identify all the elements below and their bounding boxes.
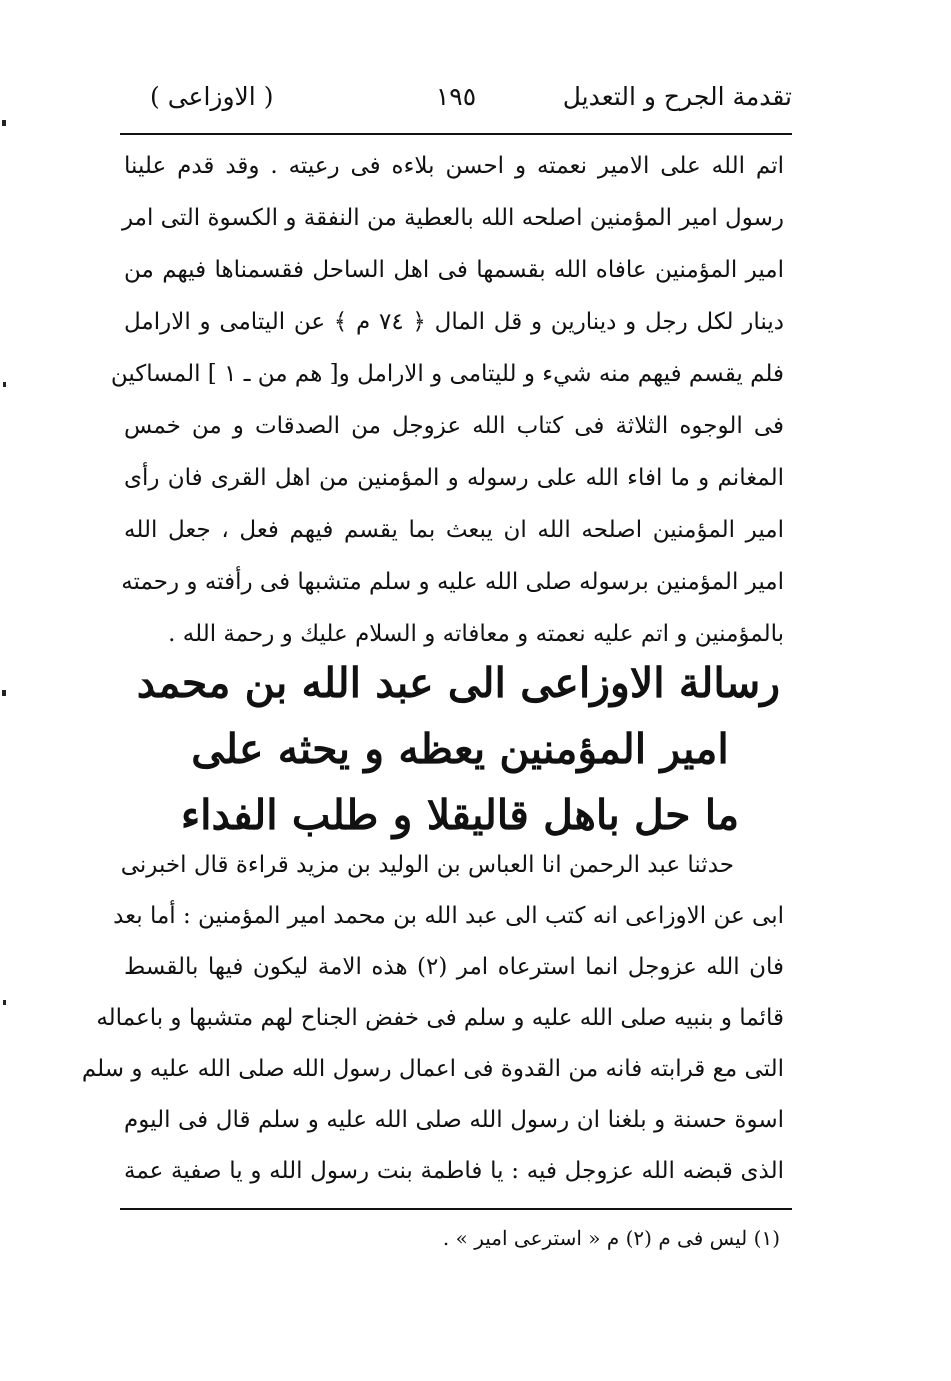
footnote-rule	[120, 1208, 792, 1210]
page-number: ١٩٥	[435, 82, 477, 111]
text-line: حدثنا عبد الرحمن انا العباس بن الوليد بن مزيد قراءة قال اخبرنى	[120, 852, 734, 878]
scan-mark	[3, 382, 6, 387]
text-line: فان الله عزوجل انما استرعاه امر (٢) هذه الامة ليكون فيها بالقسط	[124, 954, 784, 980]
running-author: ( الاوزاعى )	[150, 82, 274, 111]
running-title: تقدمة الجرح و التعديل	[562, 82, 792, 111]
text-line: امير المؤمنين اصلحه الله ان يبعث بما يقسم فيهم فعل ، جعل الله	[124, 517, 784, 543]
text-line: قائما و بنبيه صلى الله عليه و سلم فى خفض الجناح لهم متشبها و باعماله	[96, 1005, 784, 1031]
body-text-upper	[110, 140, 784, 660]
text-line: دينار لكل رجل و دينارين و قل المال ﴿ ٧٤ م ﴾ عن اليتامى و الارامل	[124, 309, 784, 335]
text-line: رسول امير المؤمنين اصلحه الله بالعطية من النفقة و الكسوة التى امر	[121, 205, 784, 231]
section-heading	[136, 650, 780, 848]
text-line: امير المؤمنين عافاه الله بقسمها فى اهل الساحل فقسمناها فيهم من	[124, 257, 784, 283]
scan-mark	[2, 120, 6, 126]
text-line: فلم يقسم فيهم منه شيء و لليتامى و الارامل و[ هم من ـ ١ ] المساكين	[110, 361, 784, 387]
text-line: امير المؤمنين برسوله صلى الله عليه و سلم متشبها فى رأفته و رحمته	[121, 569, 784, 595]
text-line: التى مع قرابته فانه من القدوة فى اعمال رسول الله صلى الله عليه و سلم	[81, 1056, 784, 1082]
text-line: فى الوجوه الثلاثة فى كتاب الله عزوجل من الصدقات و من خمس	[124, 413, 784, 439]
scan-mark	[2, 690, 6, 696]
heading-line: رسالة الاوزاعى الى عبد الله بن محمد	[136, 659, 780, 707]
text-line: ابى عن الاوزاعى انه كتب الى عبد الله بن محمد امير المؤمنين : أما بعد	[113, 903, 784, 929]
text-line: اتم الله على الامير نعمته و احسن بلاءه فى رعيته . وقد قدم علينا	[124, 153, 784, 179]
footnote: (١) ليس فى م (٢) م « استرعى امير » .	[442, 1226, 780, 1250]
header-rule	[120, 133, 792, 135]
heading-line: ما حل باهل قاليقلا و طلب الفداء	[180, 791, 740, 839]
scan-mark	[3, 1000, 6, 1005]
text-line: بالمؤمنين و اتم عليه نعمته و معافاته و السلام عليك و رحمة الله .	[168, 621, 784, 647]
heading-line: امير المؤمنين يعظه و يحثه على	[191, 725, 729, 773]
text-line: الذى قبضه الله عزوجل فيه : يا فاطمة بنت رسول الله و يا صفية عمة	[124, 1158, 784, 1184]
body-text-lower	[81, 840, 784, 1197]
running-header	[120, 78, 792, 122]
text-line: المغانم و ما افاء الله على رسوله و المؤمنين من اهل القرى فان رأى	[124, 465, 784, 491]
text-line: اسوة حسنة و بلغنا ان رسول الله صلى الله عليه و سلم قال فى اليوم	[124, 1107, 784, 1133]
